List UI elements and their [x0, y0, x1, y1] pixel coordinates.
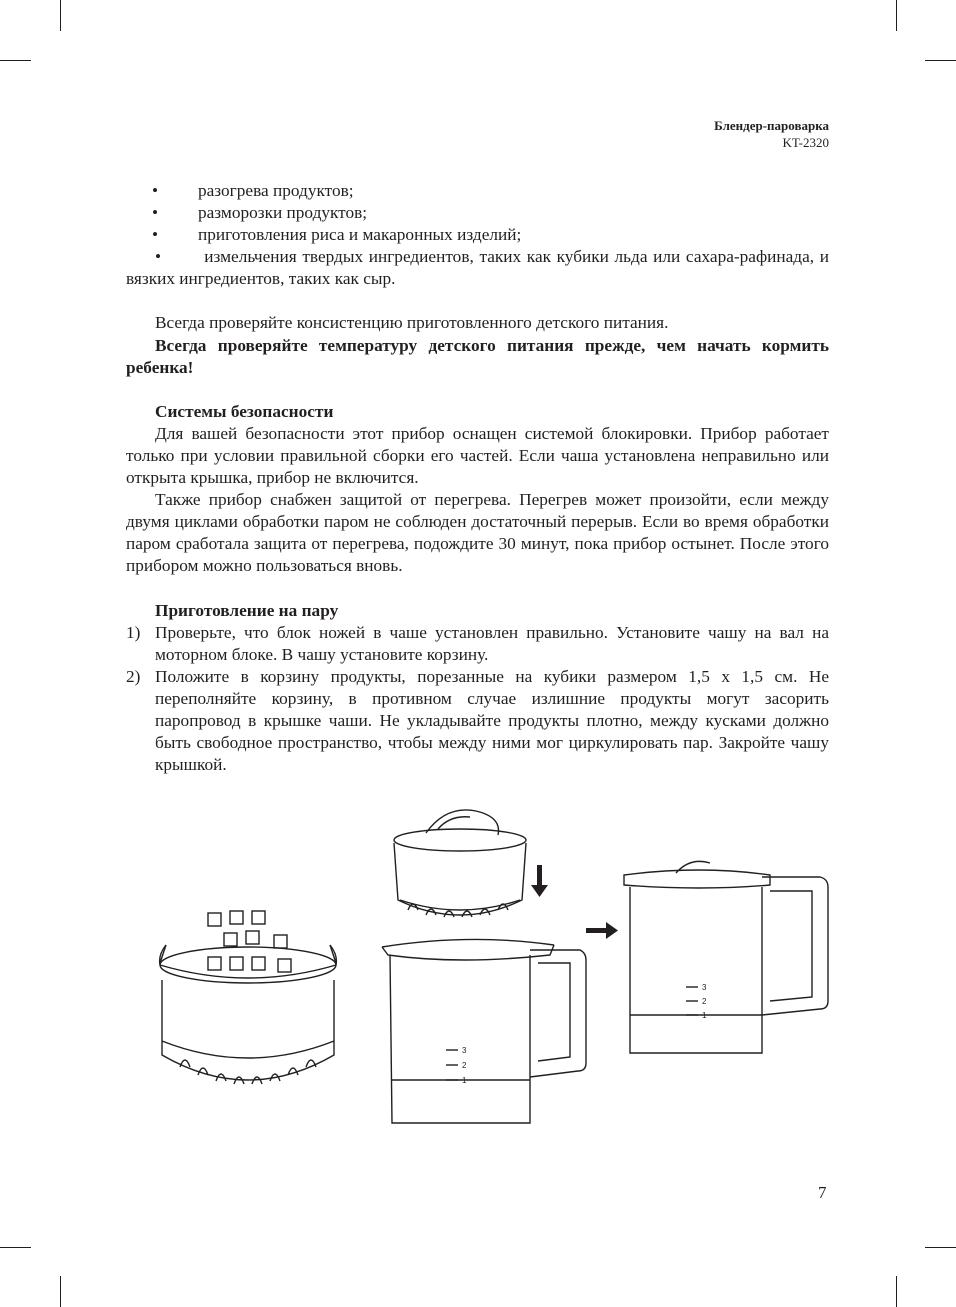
crop-mark	[60, 0, 61, 31]
bullet-item: • разморозки продуктов;	[126, 202, 829, 224]
bullet-marker: •	[152, 225, 159, 245]
measure-mark: 2	[702, 997, 707, 1006]
measure-mark: 1	[462, 1076, 467, 1085]
steam-step: 2) Положите в корзину продукты, порезанные на кубики размером 1,5 х 1,5 см. Не переполняйте корзину, в противном случае излишние продукты могут засорить паропровод в крышке чаши. Не укладывайте продукты плотно, между кусками должно быть свободное пространство, чтобы между ними мог циркулировать пар. Закройте чашу крышкой.	[126, 666, 829, 775]
crop-mark	[925, 1247, 956, 1248]
bullet-item: • разогрева продуктов;	[126, 180, 829, 202]
measure-mark: 3	[702, 983, 707, 992]
steam-step: 1) Проверьте, что блок ножей в чаше установлен правильно. Установите чашу на вал на моторном блоке. В чашу установите корзину.	[126, 622, 829, 664]
step-number: 2)	[126, 666, 141, 686]
basket-with-cubes	[160, 911, 337, 1084]
lid-on-basket	[394, 810, 526, 917]
assembly-illustration	[150, 805, 840, 1130]
safety-paragraph-1: Для вашей безопасности этот прибор оснащен системой блокировки. Прибор работает только при условии правильной сборки его частей. Если чаша установлена неправильно или открыта крышка, прибор не включится.	[126, 423, 829, 488]
assembled-jug	[624, 861, 828, 1053]
page-number: 7	[818, 1183, 827, 1202]
crop-mark	[60, 1276, 61, 1307]
bullet-item: • приготовления риса и макаронных изделий;	[126, 224, 829, 246]
step-number: 1)	[126, 622, 141, 642]
bullet-marker: •	[152, 181, 159, 200]
crop-mark	[896, 1276, 897, 1307]
safety-heading: Системы безопасности	[155, 401, 334, 421]
steam-heading: Приготовление на пару	[155, 600, 339, 620]
measure-mark: 3	[462, 1046, 467, 1055]
bullet-marker: •	[152, 203, 159, 223]
measure-mark: 2	[462, 1061, 467, 1070]
consistency-note: Всегда проверяйте консистенцию приготовленного детского питания.	[155, 313, 669, 333]
temperature-warning: Всегда проверяйте температуру детского питания прежде, чем начать кормить ребенка!	[126, 335, 829, 377]
bullet-item-wrapped: • измельчения твердых ингредиентов, таких как кубики льда или сахара-рафинада, и вязких ингредиентов, таких как сыр.	[126, 247, 829, 289]
crop-mark	[896, 0, 897, 31]
safety-paragraph-2: Также прибор снабжен защитой от перегрева. Перегрев может произойти, если между двумя циклами обработки паром не соблюден достаточный перерыв. Если во время обработки паром сработала защита от перегрева, подождите 30 минут, пока прибор остынет. После этого прибором можно пользоваться вновь.	[126, 490, 829, 576]
bullet-marker: •	[155, 247, 162, 267]
measure-mark: 1	[702, 1011, 707, 1020]
right-arrow-icon	[586, 922, 618, 939]
header-title: Блендер-пароварка	[714, 118, 829, 133]
page-content	[126, 180, 829, 776]
food-cube	[208, 911, 291, 972]
crop-mark	[925, 60, 956, 61]
crop-mark	[0, 60, 31, 61]
down-arrow-icon	[531, 865, 548, 897]
jug	[382, 939, 586, 1123]
crop-mark	[0, 1247, 31, 1248]
running-header	[714, 117, 829, 151]
header-model: KT-2320	[782, 135, 829, 150]
